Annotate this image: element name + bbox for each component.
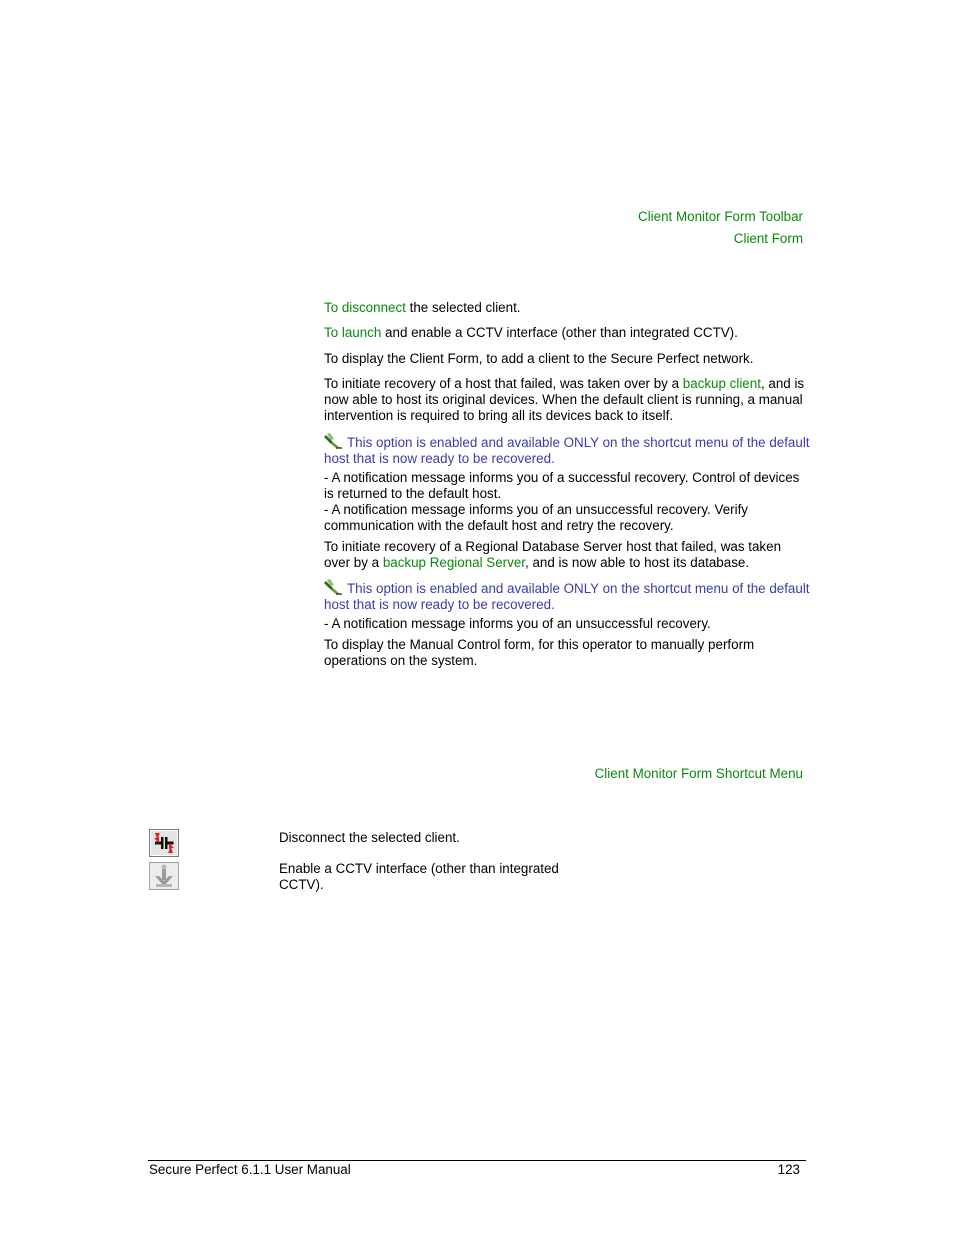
client-form-description: To display the Client Form, to add a client to the Secure Perfect network.	[324, 351, 754, 366]
notification-success: - A notification message informs you of a successful recovery. Control of devices is returned to the default host.	[324, 470, 800, 502]
notification-failure: - A notification message informs you of an unsuccessful recovery. Verify communication with the default host and retry the recovery.	[324, 502, 748, 534]
recover-regional-text-before: To initiate recovery of a Regional Database Server host that failed, was taken over by a	[324, 539, 782, 571]
link-client-monitor-form-shortcut-menu[interactable]: Client Monitor Form Shortcut Menu	[594, 766, 803, 781]
recover-regional-text-after: , and is now able to host its database.	[525, 555, 750, 571]
cctv-interface-icon	[149, 862, 179, 890]
note-pen-icon	[324, 433, 344, 450]
toolbar-item-disconnect-description: Disconnect the selected client.	[279, 830, 460, 845]
recover-regional-description	[324, 539, 810, 571]
launch-description	[324, 325, 810, 341]
note-recover-regional	[324, 579, 810, 613]
link-to-launch[interactable]: To launch	[324, 325, 382, 340]
recover-host-text-before: To initiate recovery of a host that failed, was taken over by a	[324, 376, 683, 391]
note-recover-host-text: This option is enabled and available ONLY on the shortcut menu of the default host that is now ready to be recovered.	[324, 435, 810, 467]
note-recover-regional-text: This option is enabled and available ONLY on the shortcut menu of the default host that is now ready to be recovered.	[324, 581, 810, 613]
toolbar-item-cctv-description: Enable a CCTV interface (other than integrated CCTV).	[279, 861, 559, 893]
page-number: 123	[777, 1162, 800, 1177]
disconnect-icon	[149, 829, 179, 857]
link-client-monitor-form-toolbar[interactable]: Client Monitor Form Toolbar	[638, 209, 803, 224]
recover-host-text-after: , and is now able to host its original devices. When the default client is running, a manual intervention is required to bring all its devices back to itself.	[324, 376, 805, 424]
manual-control-description: To display the Manual Control form, for this operator to manually perform operations on the system.	[324, 637, 755, 669]
footer-title: Secure Perfect 6.1.1 User Manual	[149, 1162, 351, 1177]
recover-host-description	[324, 376, 810, 425]
disconnect-description	[324, 300, 810, 316]
link-to-disconnect[interactable]: To disconnect	[324, 300, 406, 315]
disconnect-description-text: the selected client.	[405, 300, 521, 315]
note-recover-host	[324, 433, 810, 467]
launch-description-text: and enable a CCTV interface (other than integrated CCTV).	[381, 325, 738, 340]
link-backup-client[interactable]: backup client	[682, 376, 761, 391]
notification-failure-regional: - A notification message informs you of an unsuccessful recovery.	[324, 616, 711, 631]
link-backup-regional-server[interactable]: backup Regional Server	[382, 555, 525, 571]
footer-divider	[148, 1160, 806, 1161]
note-pen-icon	[324, 579, 344, 596]
link-client-form[interactable]: Client Form	[733, 231, 803, 246]
